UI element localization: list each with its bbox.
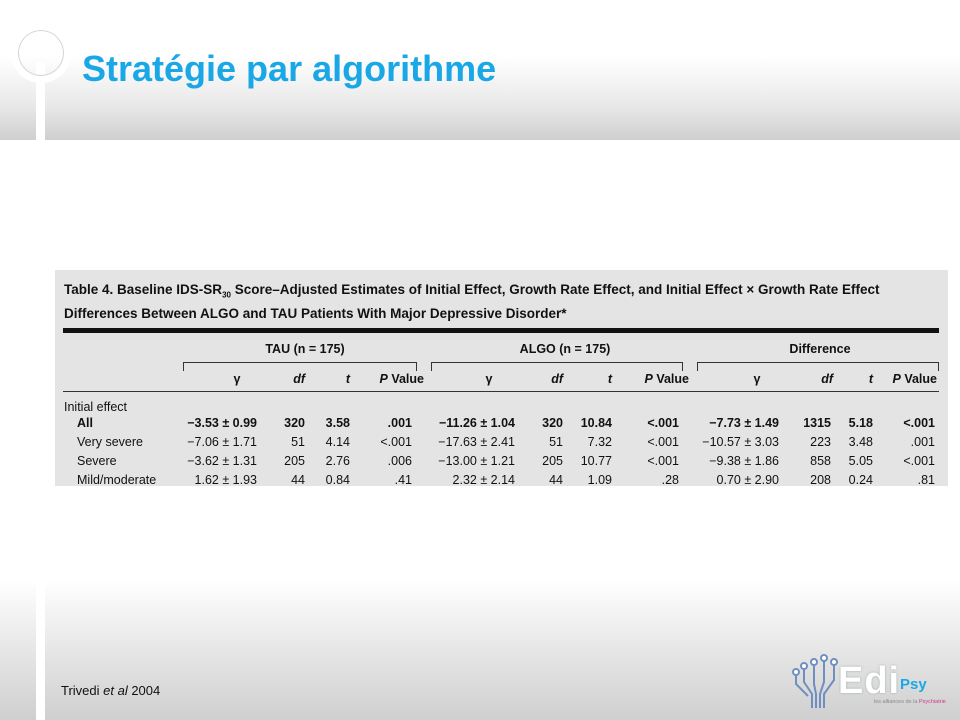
table-cell: 205 [542,454,563,468]
table-cell: .41 [394,473,412,486]
table-cell: −13.00 ± 1.21 [438,454,515,468]
table-cell: 4.14 [325,435,350,449]
table-cell: 223 [810,435,831,449]
table-cell: 1.09 [587,473,612,486]
decorative-ring-icon [11,23,71,83]
row-label: All [77,416,93,430]
table-cell: .001 [387,416,412,430]
table-cell: .001 [910,435,935,449]
column-header: P Value [379,372,424,386]
column-header: P Value [892,372,937,386]
table-cell: −10.57 ± 3.03 [702,435,779,449]
table-cell: 51 [291,435,305,449]
group-header-tau: TAU (n = 175) [265,342,345,356]
table-cell: −3.62 ± 1.31 [187,454,257,468]
decorative-vertical-line [36,62,45,720]
table-cell: 0.84 [325,473,350,486]
logo-tagline: les alliances de la Psychiatrie [874,699,946,705]
results-table [55,270,948,486]
table-cell: <.001 [380,435,412,449]
table-cell: 10.77 [580,454,612,468]
table-cell: .006 [387,454,412,468]
table-cell: 858 [810,454,831,468]
table-caption: Table 4. Baseline IDS-$SR_{30}$ Score–Adjusted Estimates of Initial Effect, Growth Rate Effect, and Initial Effect × Growth Rate Effect Differences Between ALGO and TAU Patients With Major Depressive Disorder* [64,282,880,321]
group-header-algo: ALGO (n = 175) [519,342,611,356]
column-header: t [868,372,873,386]
column-header: t [345,372,350,386]
column-header: df [293,372,305,386]
table-cell: −7.73 ± 1.49 [709,416,779,430]
group-bracket-tau [183,362,417,371]
table-cell: 1315 [803,416,831,430]
column-header: γ [233,372,241,386]
table-cell: 0.24 [848,473,873,486]
column-header: γ [485,372,493,386]
table-cell: 2.76 [325,454,350,468]
table-cell: .81 [917,473,935,486]
table-cell: 5.18 [848,416,873,430]
row-label: Mild/moderate [77,473,157,486]
table-cell: −11.26 ± 1.04 [438,416,515,430]
table-cell: <.001 [647,454,679,468]
row-label: Severe [77,454,117,468]
citation: Trivedi et al 2004 [61,683,161,698]
table-cell: 320 [542,416,563,430]
table-cell: <.001 [903,454,935,468]
group-bracket-algo [431,362,683,371]
logo-name: Edi [838,660,901,702]
table-cell: 1.62 ± 1.93 [194,473,257,486]
table-cell: 5.05 [848,454,873,468]
table-cell: 320 [284,416,305,430]
table-cell: 44 [549,473,563,486]
table-cell: 205 [284,454,305,468]
column-header: t [607,372,612,386]
table-cell: −17.63 ± 2.41 [438,435,515,449]
column-header: γ [753,372,761,386]
table-top-rule [63,328,939,333]
logo-suffix: Psy [900,676,927,693]
table-header-rule [63,391,939,392]
table-cell: 0.70 ± 2.90 [716,473,779,486]
table-cell: 3.48 [848,435,873,449]
table-cell: 2.32 ± 2.14 [452,473,515,486]
table-cell: <.001 [647,416,679,430]
table-cell: −9.38 ± 1.86 [709,454,779,468]
table-cell: 51 [549,435,563,449]
section-label: Initial effect [64,400,128,414]
table-cell: <.001 [647,435,679,449]
column-header: df [821,372,833,386]
column-header: P Value [644,372,689,386]
group-bracket-difference [697,362,939,371]
slide-title: Stratégie par algorithme [82,48,497,89]
table-cell: −7.06 ± 1.71 [187,435,257,449]
table-cell: 3.58 [325,416,350,430]
table-cell: 44 [291,473,305,486]
table-cell: 208 [810,473,831,486]
row-label: Very severe [77,435,144,449]
group-header-difference: Difference [789,342,851,356]
table-cell: −3.53 ± 0.99 [187,416,257,430]
table-cell: .28 [661,473,679,486]
table-cell: 7.32 [587,435,612,449]
column-header: df [551,372,563,386]
table-cell: 10.84 [580,416,612,430]
table-cell: <.001 [903,416,935,430]
